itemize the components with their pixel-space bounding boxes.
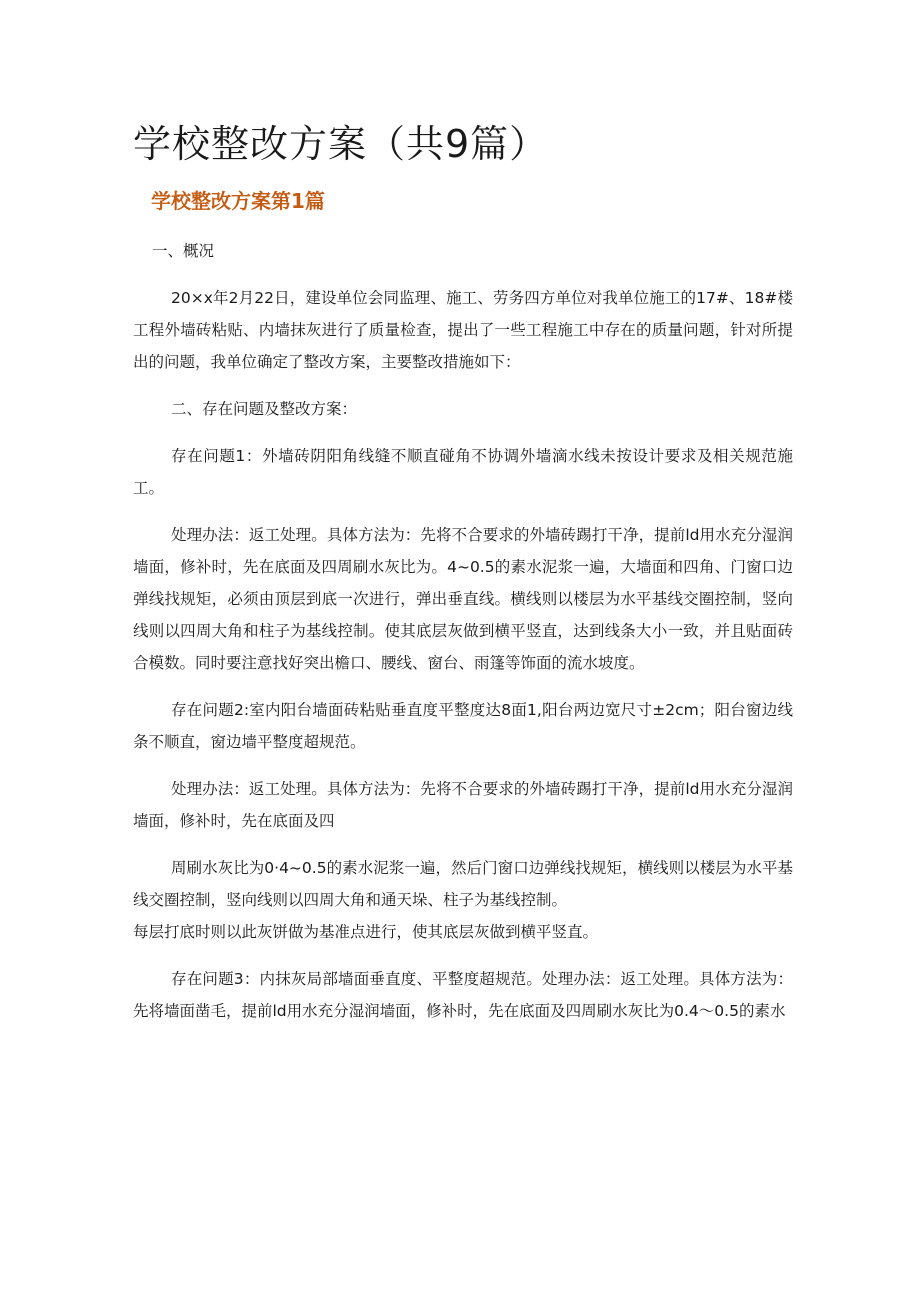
paragraph-solution-2: 处理办法：返工处理。具体方法为：先将不合要求的外墙砖踢打干净，提前ld用水充分湿润墙面，修补时，先在底面及四 (133, 780, 793, 830)
section-title: 学校整改方案第1篇 (151, 189, 325, 213)
paragraph-solution-1: 处理办法：返工处理。具体方法为：先将不合要求的外墙砖踢打干净，提前ld用水充分湿润墙面，修补时，先在底面及四周刷水灰比为。4~0.5的素水泥浆一遍，大墙面和四角、门窗口边弹线找规矩，必须由顶层到底一次进行，弹出垂直线。横线则以楼层为水平基线交圈控制，竖向线则以四周大角和柱子为基线控制。使其底层灰做到横平竖直，达到线条大小一致，并且贴面砖合模数。同时要注意找好突出檐口、腰线、窗台、雨篷等饰面的流水坡度。 (133, 526, 793, 672)
document-title: 学校整改方案（共9篇） (133, 122, 549, 166)
paragraph-problem-3: 存在问题3：内抹灰局部墙面垂直度、平整度超规范。处理办法：返工处理。具体方法为：先将墙面凿毛，提前ld用水充分湿润墙面，修补时，先在底面及四周刷水灰比为0.4～0.5的素水 (133, 970, 793, 1020)
paragraph-problem-2: 存在问题2:室内阳台墙面砖粘贴垂直度平整度达8面1,阳台两边宽尺寸±2cm；阳台窗边线条不顺直，窗边墙平整度超规范。 (133, 701, 793, 751)
paragraph-solution-2-continued: 周刷水灰比为0·4~0.5的素水泥浆一遍，然后门窗口边弹线找规矩，横线则以楼层为水平基线交圈控制，竖向线则以四周大角和通天垛、柱子为基线控制。 (133, 859, 793, 909)
paragraph-overview-heading: 一、概况 (152, 242, 215, 260)
paragraph-problems-heading: 二、存在问题及整改方案： (171, 400, 358, 418)
document-body (133, 235, 793, 1042)
paragraph-problem-1: 存在问题1：外墙砖阴阳角线缝不顺直碰角不协调外墙滴水线未按设计要求及相关规范施工。 (133, 447, 793, 497)
paragraph-overview: 20×x年2月22日，建设单位会同监理、施工、劳务四方单位对我单位施工的17#、18#楼工程外墙砖粘贴、内墙抹灰进行了质量检查，提出了一些工程施工中存在的质量问题，针对所提出的问题，我单位确定了整改方案，主要整改措施如下： (133, 289, 793, 371)
paragraph-base-layer: 每层打底时则以此灰饼做为基准点进行，使其底层灰做到横平竖直。 (133, 923, 599, 941)
